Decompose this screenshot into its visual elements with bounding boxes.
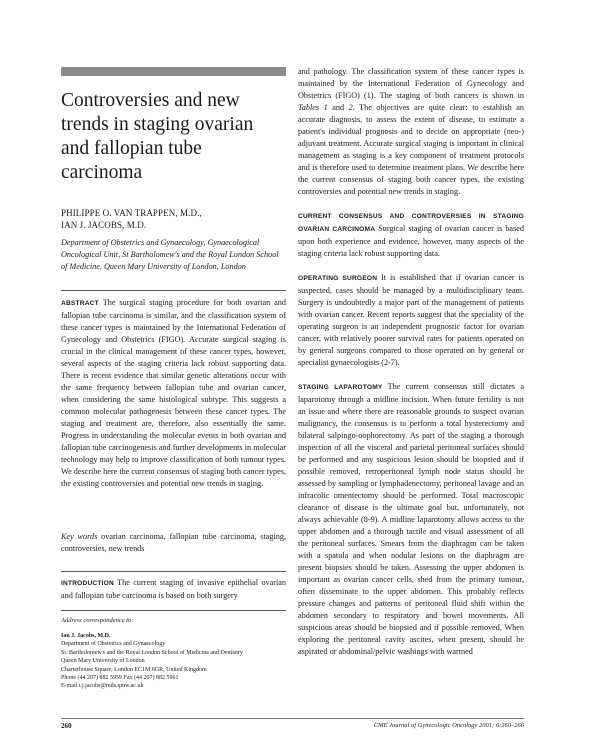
section-heading: OPERATING SURGEON [298,275,378,282]
journal-citation: CME Journal of Gynecologic Oncology 2001; 6:260–266 [373,722,524,729]
article-title: Controversies and new trends in staging ovarian and fallopian tube carcinoma [61,90,254,183]
keywords [61,531,286,555]
affiliation: Department of Obstetrics and Gynaecology, Gynaecological Oncological Unit, St Bartholomew's and the Royal London School of Medicine, Queen Mary University of London, London [61,238,279,271]
footer-divider [61,718,524,719]
correspondence-label: Address correspondence to: [61,617,134,624]
keywords-label: Key words [61,532,98,541]
paragraph-text: Surgical staging of ovarian cancer is based upon both experience and evidence, however, many aspects of the staging criteria lack robust supporting data. [298,224,524,258]
author-2: IAN J. JACOBS, M.D. [61,220,147,230]
correspondence-line: Ian J. Jacobs, M.D. [61,633,111,639]
divider [61,290,286,291]
correspondence-line: Phone (44 207) 882 5959 Fax (44 207) 882 5961 [61,675,179,682]
paragraph-text: . The objectives are quite clear: to establish an accurate diagnosis, to assess the extent of disease, to estimate a patient's individual prognosis and to decide on appropriate (neo-) adjuvant treatment. Accurate surgical staging is important in clinical management as staging is a key component of treatment protocols and is therefore used to determine treatment plans. We describe here the current consensus of staging both cancer types, the existing controversies and potential new trends in staging. [298,103,524,196]
divider [61,610,286,611]
right-column [298,66,524,658]
introduction-label: INTRODUCTION [61,580,114,587]
paragraph-text: and pathology. The classification system of these cancer types is maintained by the International Federation of Gynecology and Obstetrics (FIGO) (1). The staging of both cancers is shown in [298,67,524,100]
table-reference: 2 [348,103,353,112]
author-list [61,207,286,231]
correspondence-line: E-mail i.j.jacobs@mds.qmw.ac.uk [61,683,144,690]
correspondence-address [61,632,286,691]
paragraph-text: and [332,103,345,112]
correspondence-line: Queen Mary University of London [61,658,145,665]
section-heading: STAGING LAPAROTOMY [298,384,383,391]
correspondence-line: Charterhouse Square, London EC1M 6GR, United Kingdom [61,666,207,673]
author-1: PHILIPPE O. VAN TRAPPEN, M.D., [61,208,202,218]
introduction [61,577,286,602]
keywords-text: ovarian carcinoma, fallopian tube carcinoma, staging, controversies, new trends [61,532,287,553]
abstract [61,297,286,490]
table-reference: Tables 1 [298,103,328,112]
introduction-text: The current staging of invasive epithelial ovarian and fallopian tube carcinoma is based on both surgery [61,578,286,600]
section-heading: CURRENT CONSENSUS AND CONTROVERSIES IN STAGING OVARIAN CARCINOMA [298,213,524,233]
title-bar-decoration [61,67,286,76]
paragraph-text: The current consensus still dictates a laparotomy through a midline incision. When future fertility is not an issue and where there are reasonable grounds to suspect ovarian malignancy, the consensus is to perform a total hysterectomy and bilateral salpingo-oophorectomy. As part of the staging a thorough inspection of all the visceral and parietal peritoneal surfaces should be performed and any suspicious lesion should be biopsied and if possible removed, retroperitoneal lymph node status should be assessed by sampling or lymphadenectomy, peritoneal lavage and an infracolic omentectomy should be performed. Total macroscopic clearance of disease is the ultimate goal but, unfortunately, not always achievable (8-9). A midline laparotomy allows access to the upper abdomen and a thorough tactile and visual assessment of all the peritoneal surfaces. Smears from the diaphragm can be taken with a spatula and when nodular lesions on the diaphragm are present biopsies should be taken. Assessing the upper abdomen is important as ovarian cancer cells, shed from the primary tumour, often disseminate to the upper abdomen. This probably reflects pressure changes and patterns of peritoneal fluid shift within the abdomen secondary to respiratory and bowel movements. All suspicious areas should be biopsied and if possible removed. When exploring the peritoneal cavity ascites, when present, should be aspirated or abdominal/pelvic washings with warmed [298,382,524,656]
paragraph [298,210,524,260]
correspondence-line: Department of Obstetrics and Gynaecology [61,641,166,648]
page-number: 260 [61,722,72,730]
paragraph [298,381,524,658]
paragraph [298,66,524,198]
abstract-label: ABSTRACT [61,300,99,307]
paragraph [298,272,524,369]
correspondence-line: St. Bartholomew's and the Royal London School of Medicine and Dentistry [61,649,243,656]
divider [61,571,286,572]
abstract-text: The surgical staging procedure for both ovarian and fallopian tube carcinoma is similar, and the classification system of these cancer types is maintained by the International Federation of Gynecology and Obstetrics (FIGO). Accurate surgical staging is crucial in the clinical management of these cancer types, however, several aspects of the staging criteria lack robust supporting data. There is recent evidence that similar genetic alterations occur with the same frequency between fallopian tube and ovarian cancer, when considering the same histological subtype. This suggests a common molecular pathogenesis between these cancer types. The staging and treatment are, therefore, also essentially the same. Progress in understanding the molecular events in both ovarian and fallopian tube carcinogenesis and further developments in molecular technology may help to improve classification of both tumour types. We describe here the current consensus of staging both cancer types, the existing controversies and potential new trends in staging. [61,298,286,488]
paragraph-text: It is established that if ovarian cancer is suspected, cases should be managed by a multidisciplinary team. Surgery is undoubtedly a major part of the management of patients with ovarian cancer. Recent reports suggest that the speciality of the operating surgeon is an independent prognostic factor for ovarian cancer, with relatively poorer survival rates for patients operated on by general surgeons compared to those operated on by general or specialist gynaecologists (2-7). [298,273,524,367]
